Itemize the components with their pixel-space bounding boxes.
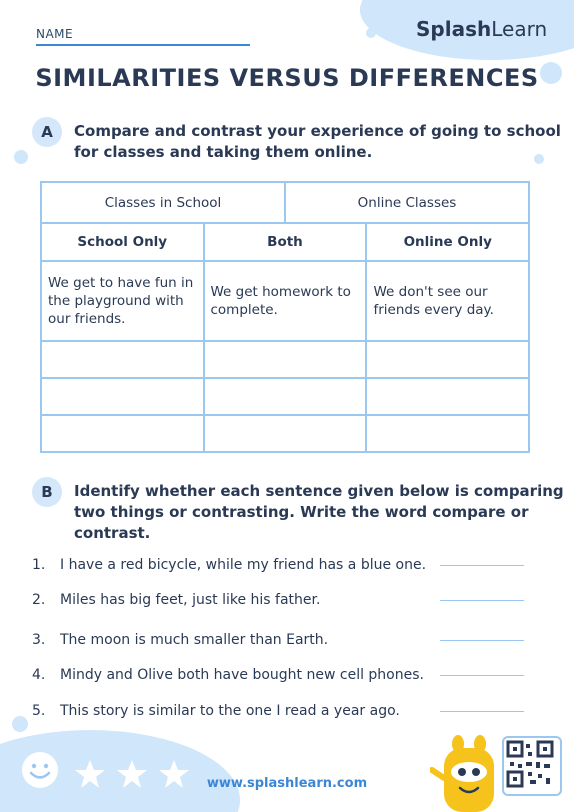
question-item (32, 632, 328, 648)
question-number: 3. (32, 632, 46, 648)
answer-line[interactable] (440, 640, 524, 641)
table-cell[interactable] (366, 378, 529, 415)
mascot-icon (430, 734, 502, 812)
instruction-line: two things or contrasting. Write the word compare or (74, 503, 529, 521)
brand-logo (416, 17, 547, 41)
decor-dot (12, 716, 28, 732)
question-text: The moon is much smaller than Earth. (60, 632, 329, 648)
column-header-online-only: Online Only (366, 223, 529, 261)
question-text: This story is similar to the one I read a year ago. (60, 703, 400, 719)
question-number: 4. (32, 667, 46, 683)
answer-line[interactable] (440, 675, 524, 676)
table-cell[interactable] (204, 415, 367, 452)
question-text: I have a red bicycle, while my friend has a blue one. (60, 557, 427, 573)
question-text: Mindy and Olive both have bought new cell phones. (60, 667, 424, 683)
table-cell[interactable] (366, 341, 529, 378)
instruction-line: Identify whether each sentence given below is comparing (74, 482, 564, 500)
table-cell: We get homework to complete. (204, 261, 367, 341)
name-input-line[interactable] (36, 44, 250, 46)
name-label: NAME (36, 27, 74, 41)
qr-pattern (504, 738, 556, 790)
table-row (41, 341, 529, 378)
instruction-line: for classes and taking them online. (74, 143, 373, 161)
answer-line[interactable] (440, 600, 524, 601)
decor-dot (14, 150, 28, 164)
section-a-instruction (74, 121, 561, 163)
question-item (32, 557, 426, 573)
table-cell[interactable] (204, 378, 367, 415)
decor-dot (366, 28, 376, 38)
instruction-line: Compare and contrast your experience of going to school (74, 122, 561, 140)
group-header-online: Online Classes (285, 182, 529, 223)
table-cell[interactable] (204, 341, 367, 378)
footer-url[interactable]: www.splashlearn.com (206, 776, 368, 791)
instruction-line: contrast. (74, 524, 151, 542)
question-number: 1. (32, 557, 46, 573)
table-cell[interactable] (366, 415, 529, 452)
section-b-instruction (74, 481, 564, 544)
question-number: 2. (32, 592, 46, 608)
brand-regular: Learn (491, 17, 548, 41)
question-number: 5. (32, 703, 46, 719)
qr-code-icon[interactable] (502, 736, 562, 796)
compare-contrast-table (40, 181, 530, 453)
table-cell: We don't see our friends every day. (366, 261, 529, 341)
table-row (41, 415, 529, 452)
table-cell: We get to have fun in the playground with our friends. (41, 261, 204, 341)
table-cell[interactable] (41, 415, 204, 452)
question-item (32, 592, 320, 608)
column-header-school-only: School Only (41, 223, 204, 261)
section-a-badge: A (32, 117, 62, 147)
section-b-badge: B (32, 477, 62, 507)
group-header-school: Classes in School (41, 182, 285, 223)
brand-bold: Splash (416, 17, 492, 41)
question-item (32, 703, 400, 719)
answer-line[interactable] (440, 711, 524, 712)
page-title: SIMILARITIES VERSUS DIFFERENCES (35, 64, 539, 92)
answer-line[interactable] (440, 565, 524, 566)
table-row (41, 378, 529, 415)
table-cell[interactable] (41, 341, 204, 378)
question-item (32, 667, 424, 683)
table-cell[interactable] (41, 378, 204, 415)
table-row (41, 261, 529, 341)
column-header-both: Both (204, 223, 367, 261)
question-text: Miles has big feet, just like his father. (60, 592, 321, 608)
